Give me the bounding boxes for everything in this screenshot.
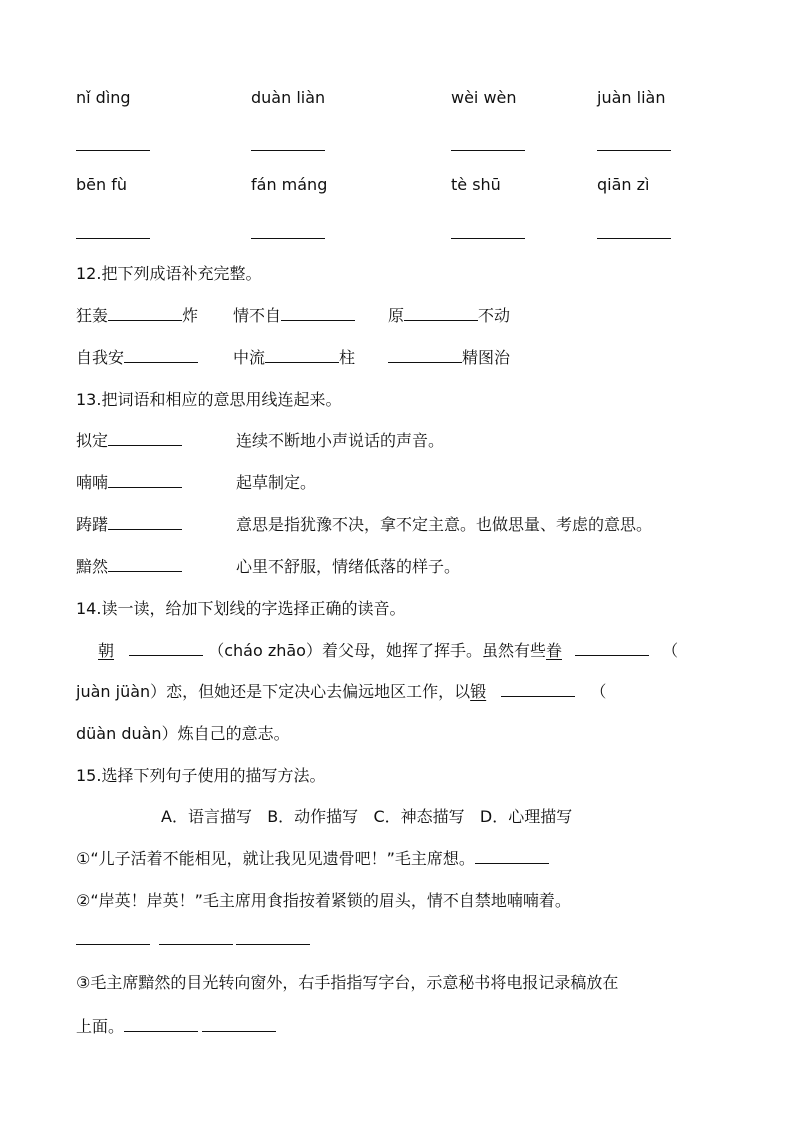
q14-line-1: [98, 638, 678, 661]
answer-line[interactable]: [251, 238, 325, 239]
q14-text: （: [662, 641, 679, 660]
answer-line[interactable]: [597, 150, 671, 151]
match-blank[interactable]: [108, 570, 182, 572]
reading-blank[interactable]: [129, 654, 203, 656]
pinyin-6: fán máng: [251, 175, 328, 194]
idiom-3: [388, 303, 510, 326]
idiom-blank[interactable]: [108, 319, 182, 321]
idiom-text: 精图治: [462, 348, 511, 367]
match-blank[interactable]: [108, 486, 182, 488]
idiom-2: [233, 303, 355, 326]
q14-line-2: [76, 679, 606, 702]
answer-line[interactable]: [236, 944, 310, 945]
pinyin-5: bēn fù: [76, 175, 127, 194]
match-meaning: 连续不断地小声说话的声音。: [236, 431, 445, 450]
idiom-blank[interactable]: [404, 319, 478, 321]
q15-options: A．语言描写 B．动作描写 C．神态描写 D．心理描写: [161, 807, 573, 826]
question-12-title: 12.把下列成语补充完整。: [76, 264, 262, 283]
q14-text: juàn jüàn）恋，但她还是下定决心去偏远地区工作，以: [76, 682, 471, 701]
reading-blank[interactable]: [575, 654, 649, 656]
pinyin-3: wèi wèn: [451, 88, 517, 107]
answer-blank[interactable]: [475, 862, 549, 864]
match-blank[interactable]: [108, 528, 182, 530]
pinyin-2: duàn liàn: [251, 88, 326, 107]
match-meaning: 心里不舒服，情绪低落的样子。: [236, 557, 461, 576]
idiom-4: [76, 345, 198, 368]
pinyin-1: nǐ dìng: [76, 88, 131, 107]
pinyin-7: tè shū: [451, 175, 501, 194]
match-word: [76, 428, 182, 451]
match-word: [76, 554, 182, 577]
q14-text: （cháo zhāo）着父母，她挥了挥手。虽然有些: [208, 641, 546, 660]
pinyin-4: juàn liàn: [597, 88, 666, 107]
answer-line[interactable]: [451, 238, 525, 239]
idiom-text: 原: [388, 306, 405, 325]
match-meaning: 起草制定。: [236, 473, 317, 492]
idiom-blank[interactable]: [281, 319, 355, 321]
q15-sentence-3a: ③毛主席黯然的目光转向窗外，右手指指写字台，示意秘书将电报记录稿放在: [76, 973, 619, 992]
q14-line-3: düàn duàn）炼自己的意志。: [76, 724, 290, 743]
q15-sentence-1: [76, 846, 549, 869]
answer-line[interactable]: [76, 944, 150, 945]
answer-blank[interactable]: [124, 1030, 198, 1032]
idiom-text: 柱: [339, 348, 356, 367]
answer-line[interactable]: [76, 238, 150, 239]
word-text: 黯然: [76, 557, 109, 576]
idiom-6: [388, 345, 510, 368]
word-text: 拟定: [76, 431, 109, 450]
answer-line[interactable]: [159, 944, 233, 945]
match-word: [76, 470, 182, 493]
underlined-char: 锻: [470, 682, 487, 701]
idiom-text: 炸: [182, 306, 199, 325]
answer-blank[interactable]: [202, 1030, 276, 1032]
answer-line[interactable]: [76, 150, 150, 151]
idiom-text: 情不自: [233, 306, 282, 325]
question-13-title: 13.把词语和相应的意思用线连起来。: [76, 390, 342, 409]
answer-line[interactable]: [451, 150, 525, 151]
sentence-text: 上面。: [76, 1017, 125, 1036]
question-15-title: 15.选择下列句子使用的描写方法。: [76, 766, 326, 785]
word-text: 喃喃: [76, 473, 109, 492]
reading-blank[interactable]: [501, 695, 575, 697]
underlined-char: 眷: [545, 641, 562, 660]
underlined-char: 朝: [98, 641, 115, 660]
pinyin-8: qiān zì: [597, 175, 650, 194]
idiom-text: 中流: [233, 348, 266, 367]
idiom-1: [76, 303, 198, 326]
word-text: 踌躇: [76, 515, 109, 534]
sentence-text: ①“儿子活着不能相见，就让我见见遗骨吧！”毛主席想。: [76, 849, 475, 868]
q14-text: （: [590, 682, 607, 701]
idiom-5: [233, 345, 355, 368]
match-blank[interactable]: [108, 444, 182, 446]
q15-sentence-2: ②“岸英！岸英！”毛主席用食指按着紧锁的眉头，情不自禁地喃喃着。: [76, 891, 571, 910]
question-14-title: 14.读一读，给加下划线的字选择正确的读音。: [76, 599, 406, 618]
q15-sentence-3b: [76, 1014, 276, 1037]
idiom-text: 狂轰: [76, 306, 109, 325]
idiom-blank[interactable]: [124, 361, 198, 363]
idiom-blank[interactable]: [265, 361, 339, 363]
idiom-blank[interactable]: [388, 361, 462, 363]
answer-line[interactable]: [597, 238, 671, 239]
answer-line[interactable]: [251, 150, 325, 151]
idiom-text: 自我安: [76, 348, 125, 367]
idiom-text: 不动: [478, 306, 511, 325]
match-meaning: 意思是指犹豫不决，拿不定主意。也做思量、考虑的意思。: [236, 515, 653, 534]
match-word: [76, 512, 182, 535]
